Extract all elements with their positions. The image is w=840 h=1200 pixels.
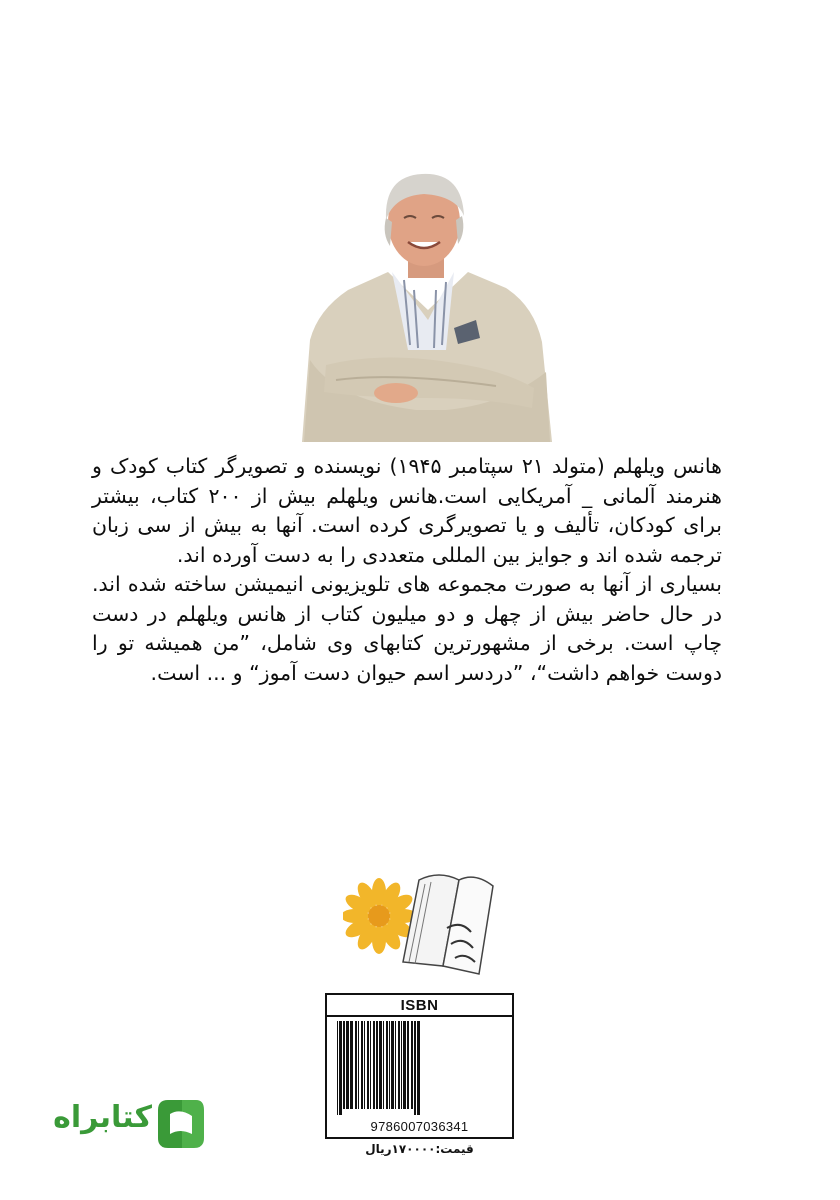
store-book-icon (152, 1094, 208, 1154)
barcode-bar (386, 1021, 388, 1109)
barcode-bar (346, 1021, 349, 1109)
isbn-divider (327, 1015, 512, 1017)
barcode-bar (383, 1021, 384, 1109)
barcode-bar (367, 1021, 369, 1109)
isbn-barcode-box (325, 993, 514, 1139)
bio-paragraph-2: بسیاری از آنها به صورت مجموعه های تلویزیونی انیمیشن ساخته شده اند. در حال حاضر بیش از چهل و دو میلیون کتاب از هانس ویلهلم در دست چاپ است. برخی از مشهورترین کتابهای وی شامل، ”من همیشه تو را دوست خواهم داشت“، ”دردسر اسم حیوان دست آموز“ و ... است. (92, 572, 722, 685)
barcode-bar (411, 1021, 413, 1109)
barcode-bar (391, 1021, 394, 1109)
barcode-bar (343, 1021, 345, 1109)
barcode-bar (401, 1021, 402, 1109)
barcode-bar (376, 1021, 378, 1109)
barcode-bar (403, 1021, 406, 1109)
store-logo (36, 1090, 212, 1160)
author-photo (296, 160, 558, 442)
barcode-bar (379, 1021, 382, 1109)
publisher-logo (343, 862, 497, 980)
author-biography (92, 452, 722, 688)
bio-paragraph-1: هانس ویلهلم (متولد ۲۱ سپتامبر ۱۹۴۵) نویسنده و تصویرگر کتاب کودک و هنرمند آلمانی _ آمریکایی است.هانس ویلهلم بیش از ۲۰۰ کتاب، بیشتر برای کودکان، تألیف و یا تصویرگری کرده است. آنها به بیش از سی زبان ترجمه شده اند و جوایز بین المللی متعددی را به دست آورده اند. (92, 454, 722, 567)
barcode-bar (398, 1021, 400, 1109)
barcode-bar (358, 1021, 359, 1109)
barcode-bar (355, 1021, 357, 1109)
isbn-label: ISBN (400, 997, 439, 1014)
flower-book-icon (343, 862, 497, 980)
price-label: قیمت:۱۷۰۰۰۰ریال (365, 1142, 474, 1156)
barcode-bar (395, 1021, 396, 1109)
barcode-bar (339, 1021, 342, 1115)
isbn-number: 9786007036341 (370, 1119, 469, 1134)
barcode-bar (361, 1021, 363, 1109)
barcode-bar (373, 1021, 375, 1109)
barcode-bar (407, 1021, 409, 1109)
store-name: کتابراه (53, 1100, 152, 1135)
barcode-bar (350, 1021, 353, 1109)
barcode-bar (370, 1021, 371, 1109)
barcode-bar (364, 1021, 365, 1109)
barcode-bar (389, 1021, 390, 1109)
barcode-bar (337, 1021, 338, 1115)
barcode-bar (414, 1021, 416, 1115)
barcode-bar (417, 1021, 420, 1115)
barcode (335, 1021, 506, 1115)
